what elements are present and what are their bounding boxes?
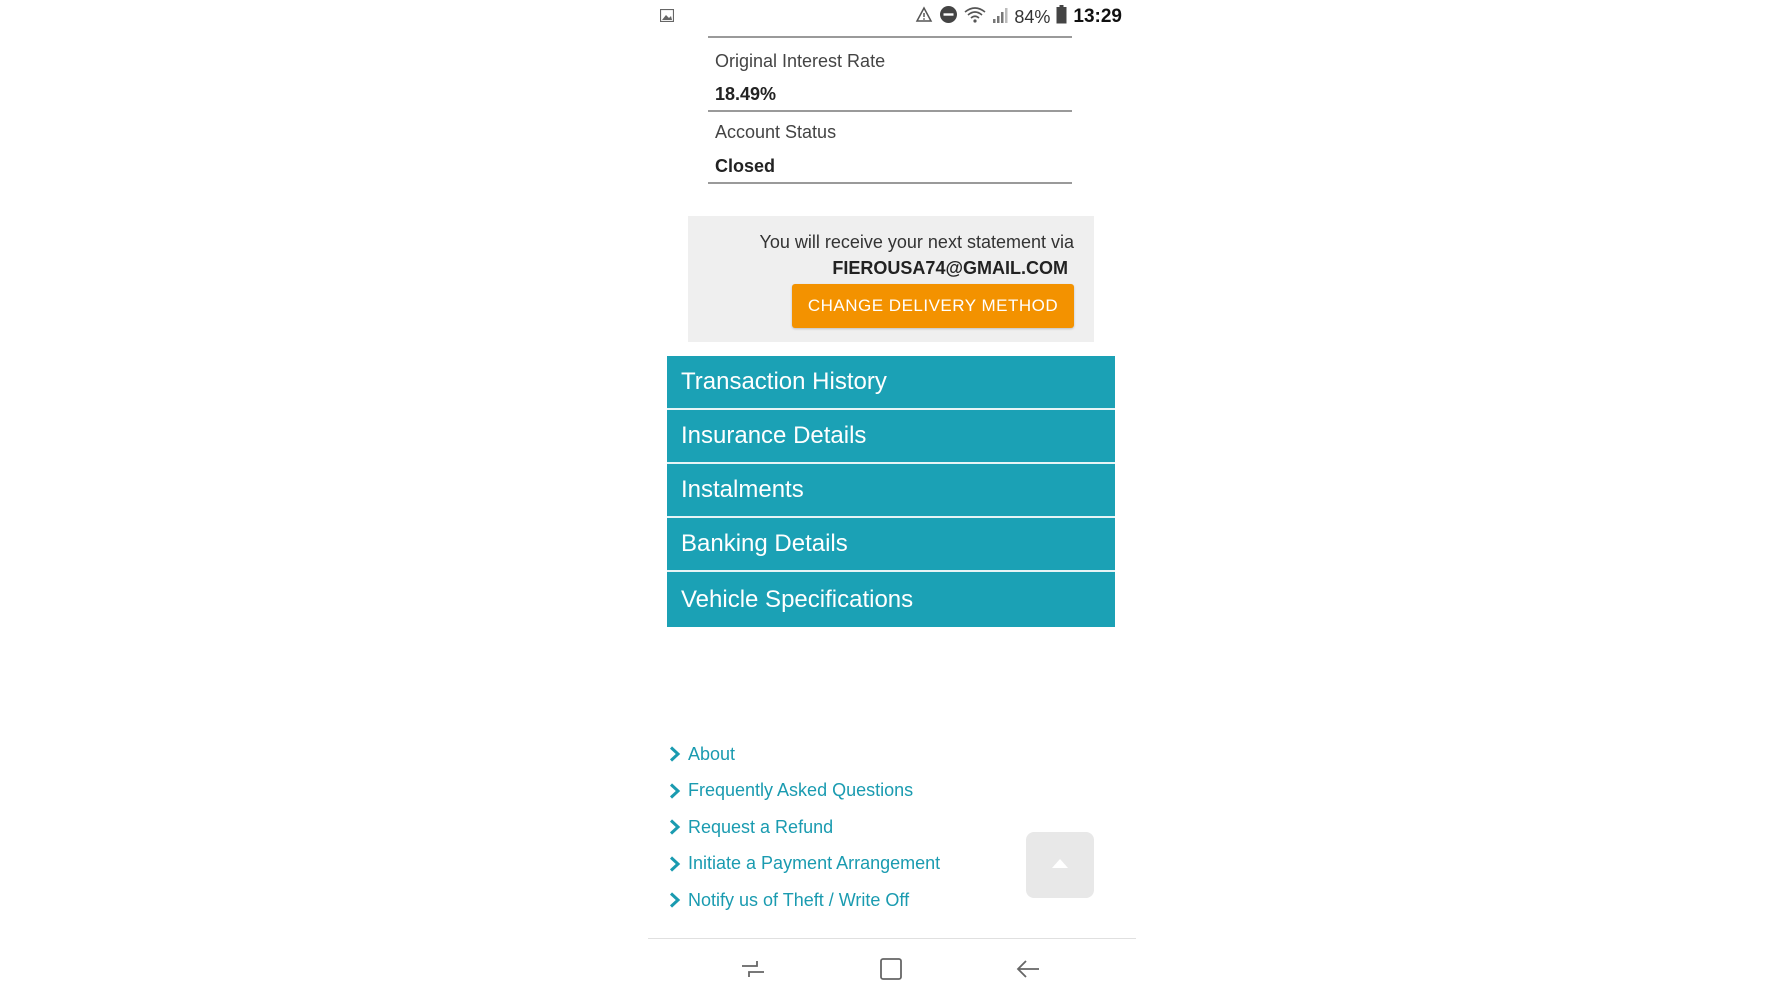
account-status-label: Account Status	[715, 122, 837, 142]
footer-links	[666, 736, 986, 919]
home-button[interactable]	[876, 956, 906, 986]
link-label: Request a Refund	[688, 816, 834, 837]
status-icons	[915, 5, 1122, 29]
clock: 13:29	[1073, 6, 1122, 27]
recent-apps-button[interactable]	[738, 956, 768, 986]
phone-screen	[648, 0, 1136, 1000]
back-arrow-icon	[1015, 958, 1041, 985]
recent-apps-icon	[740, 958, 766, 985]
back-button[interactable]	[1013, 956, 1043, 986]
link-label: Notify us of Theft / Write Off	[688, 889, 910, 910]
interest-rate-field	[708, 38, 1072, 112]
upload-alert-icon	[915, 6, 933, 29]
interest-rate-label: Original Interest Rate	[715, 51, 886, 71]
home-icon	[879, 957, 903, 986]
do-not-disturb-icon	[939, 5, 958, 29]
link-request-refund[interactable]	[666, 809, 986, 846]
statement-delivery-panel	[688, 216, 1094, 342]
signal-icon	[992, 6, 1008, 29]
link-about[interactable]	[666, 736, 986, 773]
link-payment-arrangement[interactable]	[666, 846, 986, 883]
chevron-right-icon	[666, 782, 684, 800]
chevron-right-icon	[666, 818, 684, 836]
chevron-right-icon	[666, 891, 684, 909]
wifi-icon	[964, 6, 986, 29]
menu-item-vehicle-specifications[interactable]: Vehicle Specifications	[667, 572, 1115, 627]
chevron-right-icon	[666, 855, 684, 873]
change-delivery-method-button[interactable]: CHANGE DELIVERY METHOD	[792, 284, 1074, 328]
battery-icon	[1056, 5, 1067, 29]
chevron-right-icon	[666, 745, 684, 763]
delivery-message: You will receive your next statement via	[759, 232, 1074, 252]
image-icon	[660, 9, 674, 22]
delivery-email: FIEROUSA74@GMAIL.COM	[832, 258, 1068, 278]
interest-rate-value: 18.49%	[715, 84, 777, 104]
menu-item-transaction-history[interactable]: Transaction History	[667, 356, 1115, 410]
link-label: About	[688, 743, 736, 764]
account-status-value: Closed	[715, 156, 776, 176]
menu-item-instalments[interactable]: Instalments	[667, 464, 1115, 518]
chevron-up-icon	[1050, 856, 1070, 875]
account-status-field	[708, 110, 1072, 184]
nav-bar-divider	[648, 938, 1136, 939]
status-bar	[648, 0, 1136, 34]
account-sections-menu	[667, 356, 1115, 627]
link-label: Initiate a Payment Arrangement	[688, 853, 941, 874]
scroll-to-top-button[interactable]	[1026, 832, 1094, 898]
battery-percent: 84%	[1014, 6, 1051, 27]
link-faq[interactable]	[666, 773, 986, 810]
menu-item-insurance-details[interactable]: Insurance Details	[667, 410, 1115, 464]
link-label: Frequently Asked Questions	[688, 780, 914, 801]
link-theft-write-off[interactable]	[666, 882, 986, 919]
menu-item-banking-details[interactable]: Banking Details	[667, 518, 1115, 572]
